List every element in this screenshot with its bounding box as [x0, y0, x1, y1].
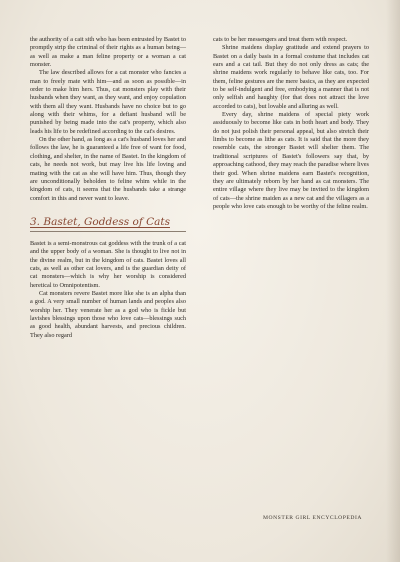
- right-column: [213, 36, 369, 211]
- paragraph: Cat monsters revere Bastet more like she is an alpha than a god. A very small number of human lands and peoples also worship her. They venerate her as a god who is fickle but lavishes blessings upon those who love cats—blessings such as good health, abundant harvests, and precious children. They also regard: [30, 289, 186, 339]
- left-column: [30, 36, 186, 340]
- section-heading: 3. Bastet, Goddess of Cats: [30, 215, 170, 228]
- page-edge-shadow: [386, 0, 400, 562]
- paragraph: Every day, shrine maidens of special piety work assiduously to become like cats in both heart and body. They do not just polish their personal appeal, but also stretch their limbs to become as lithe as cats. It is said that the more they resemble cats, the stronger Bastet will shelter them. The traditional scriptures of Bastet's followers say that, by approaching cathood, they may reach the paradise where lives their god. When shrine maidens earn Bastet's recognition, they are ultimately reborn by her hand as cat monsters. The entire village where they live may be invited to the kingdom of cats—the shrine maiden as a new cat and the villagers as a people who love cats enough to be worthy of the feline realm.: [213, 111, 369, 210]
- paragraph: On the other hand, as long as a cat's husband loves her and follows the law, he is guaranteed a life free of want for food, clothing, and shelter, in the name of Bastet. In the kingdom of cats, he needs not work, but may live his life loving and mating with the cat as she will have him. Thus, though they are unconditionally beholden to feline whim while in the kingdom of cats, it seems that the husbands take a strange comfort in this and never want to leave.: [30, 136, 186, 202]
- paragraph: Shrine maidens display gratitude and extend prayers to Bastet on a daily basis in a formal costume that includes cat ears and a cat tail. But they do not only dress as cats; the shrine maidens work regularly to behave like cats, too. For them, feline gestures are the mere basics, as they are expected to be self-indulgent and free, embodying a manner that is not only selfish and haughty (for that does not attract the love accorded to cats), but lovable and alluring as well.: [213, 44, 369, 110]
- section-heading-block: [30, 216, 186, 232]
- paragraph: Bastet is a semi-monstrous cat goddess with the trunk of a cat and the upper body of a woman. She is thought to live not in the divine realm, but in the kingdom of cats. Bastet loves all cats, as well as other cat lovers, and is the guardian deity of cat monsters—which is why her worship is considered heretical to Omnipotentism.: [30, 239, 186, 289]
- paragraph: The law described allows for a cat monster who fancies a man to freely mate with him—and as soon as possible—in order to make him hers. Thus, cat monsters play with their husbands when they want, as they want, and enjoy copulation with them all they want. Husbands have no choice but to go along with their whims, for a defiant husband will be punished by being made into the cat's property, which also leads his life to be redefined according to the cat's desires.: [30, 69, 186, 135]
- paragraph: the authority of a cait sith who has been entrusted by Bastet to promptly strip the criminal of their rights as a human being—as well as make a man feline property or a woman a cat monster.: [30, 36, 186, 69]
- paragraph: cats to be her messengers and treat them with respect.: [213, 36, 348, 43]
- running-footer: MONSTER GIRL ENCYCLOPEDIA: [262, 515, 362, 521]
